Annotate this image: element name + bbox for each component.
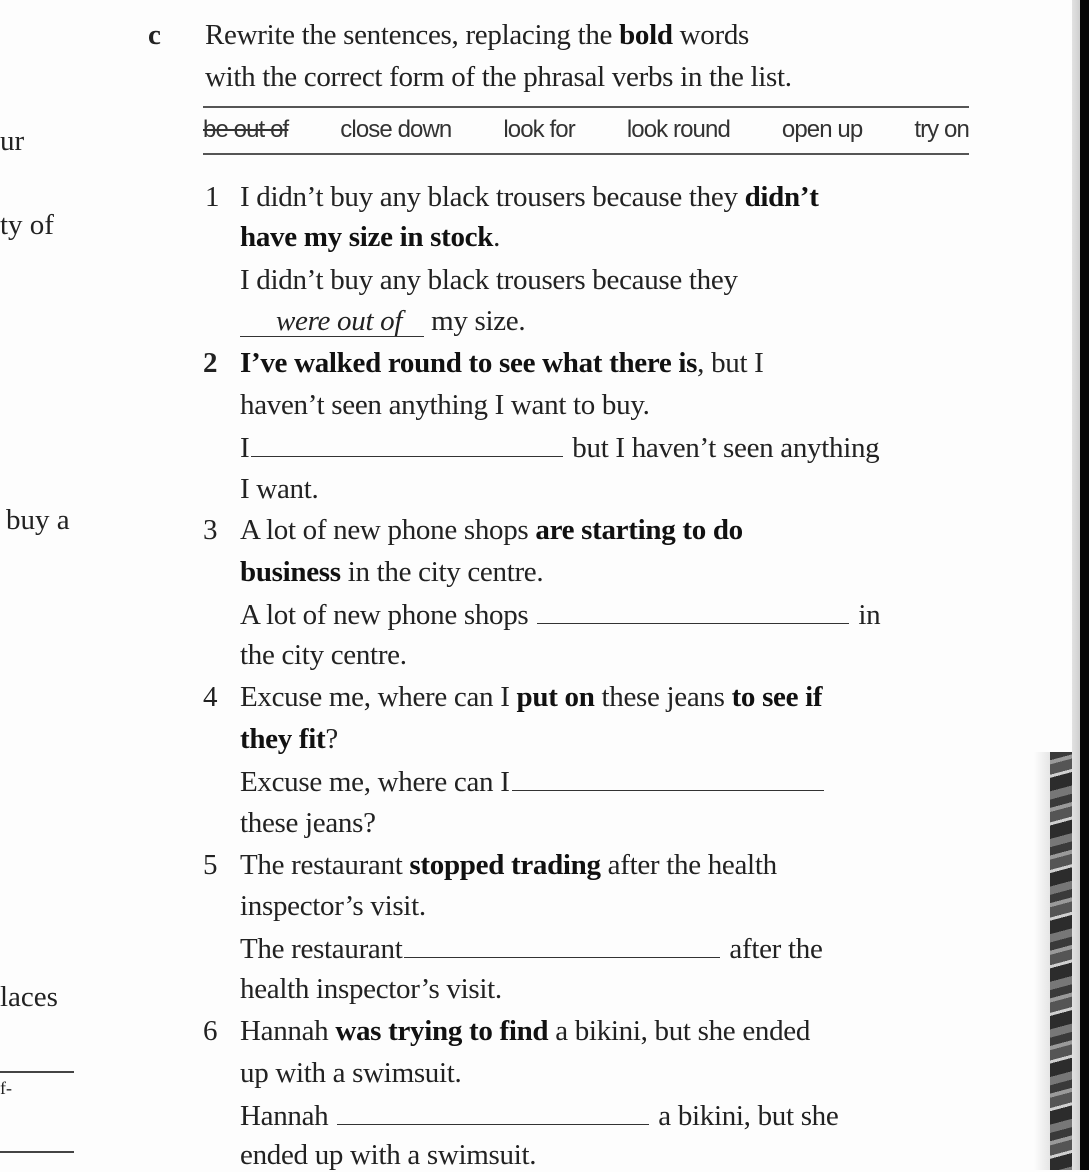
item-5-sentence-line-2: inspector’s visit. (240, 890, 426, 922)
item-number: 6 (203, 1015, 218, 1047)
item-3-sentence-line-1 (240, 513, 743, 547)
item-1-sentence-line-1 (240, 180, 819, 214)
screen-edge (1080, 0, 1089, 1170)
margin-blank-line (0, 1151, 74, 1153)
item-6-sentence-line-2: up with a swimsuit. (240, 1057, 462, 1089)
item-1-sentence-line-2 (240, 220, 500, 254)
sentence-text: The restaurant (240, 849, 410, 881)
sentence-text: after the health (600, 849, 777, 881)
bold-phrase: business (240, 556, 341, 588)
sentence-text: Excuse me, where can I (240, 681, 517, 713)
sentence-text: I didn’t buy any black trousers because they (240, 181, 745, 213)
sentence-text: after the (722, 933, 823, 965)
instruction-text: Rewrite the sentences, replacing the (205, 19, 620, 51)
item-1-rewrite-line-2 (240, 304, 525, 338)
phrase-box-top-rule (203, 106, 969, 108)
sentence-text: these jeans (594, 681, 732, 713)
item-3-rewrite-line-1 (240, 597, 880, 632)
item-5-rewrite-line-2: health inspector’s visit. (240, 973, 502, 1005)
bold-phrase: put on (516, 681, 595, 713)
item-number: 5 (203, 849, 218, 881)
sentence-text: but I haven’t seen anything (565, 432, 880, 464)
instruction-text: words (672, 19, 750, 51)
answer-blank[interactable] (337, 1098, 649, 1125)
sentence-text: my size. (424, 305, 526, 337)
phrasal-verb-item: open up (781, 116, 863, 143)
phrasal-verb-item: look for (503, 116, 575, 143)
sentence-text: ? (325, 723, 338, 755)
item-1-rewrite-line-1: I didn’t buy any black trousers because they (240, 264, 738, 296)
sentence-text: in the city centre. (340, 556, 544, 588)
sentence-text: in (851, 599, 881, 631)
margin-fragment: f- (0, 1078, 12, 1098)
item-number: 3 (203, 514, 218, 546)
instruction-line-2: with the correct form of the phrasal verbs in the list. (205, 61, 792, 93)
sentence-text: Hannah (240, 1100, 336, 1132)
instruction-bold-word: bold (619, 19, 673, 51)
sentence-text: a bikini, but she ended (548, 1015, 811, 1047)
sentence-text: Hannah (240, 1015, 336, 1047)
answer-blank[interactable] (404, 931, 720, 958)
item-number: 4 (203, 681, 218, 713)
exercise-letter: c (148, 19, 161, 51)
answer-blank-filled[interactable]: were out of (240, 306, 424, 337)
sentence-text: The restaurant (240, 933, 403, 965)
item-3-rewrite-line-2: the city centre. (240, 639, 407, 671)
phrasal-verb-item: look round (626, 116, 730, 143)
item-number: 2 (203, 347, 218, 379)
item-number: 1 (205, 181, 220, 213)
item-2-rewrite-line-1 (240, 430, 879, 465)
item-4-sentence-line-1 (240, 680, 822, 714)
sentence-text: Excuse me, where can I (240, 766, 510, 798)
item-4-sentence-line-2 (240, 722, 338, 756)
instruction-line-1 (205, 18, 749, 52)
answer-blank[interactable] (512, 764, 824, 791)
bold-phrase: was trying to find (335, 1015, 549, 1047)
phrasal-verb-item: try on (914, 116, 969, 143)
sentence-text: a bikini, but she (651, 1100, 839, 1132)
item-2-rewrite-line-2: I want. (240, 473, 319, 505)
sentence-text: . (493, 221, 501, 253)
book-photo-strip (1050, 752, 1072, 1170)
margin-fragment: ur (0, 125, 25, 157)
sentence-text: A lot of new phone shops (240, 514, 536, 546)
bold-phrase: are starting to do (535, 514, 743, 546)
item-6-sentence-line-1 (240, 1014, 810, 1048)
bold-phrase: they fit (240, 723, 326, 755)
phrasal-verb-list (203, 116, 969, 144)
bold-phrase: to see if (731, 681, 823, 713)
item-4-rewrite-line-1 (240, 764, 826, 799)
item-2-sentence-line-2: haven’t seen anything I want to buy. (240, 389, 650, 421)
answer-blank[interactable] (251, 430, 563, 457)
item-2-sentence-line-1 (240, 346, 764, 380)
item-5-rewrite-line-1 (240, 931, 823, 966)
answer-blank[interactable] (537, 597, 849, 624)
sentence-text: I (240, 432, 250, 464)
page-gutter (1072, 0, 1080, 1170)
sentence-text: A lot of new phone shops (240, 599, 536, 631)
margin-fragment: laces (0, 981, 58, 1013)
margin-fragment: buy a (6, 504, 70, 536)
bold-phrase: I’ve walked round to see what there is (240, 347, 698, 379)
bold-phrase: have my size in stock (240, 221, 494, 253)
item-5-sentence-line-1 (240, 848, 777, 882)
phrasal-verb-item: close down (340, 116, 452, 143)
item-3-sentence-line-2 (240, 555, 543, 589)
margin-fragment: ty of (0, 209, 54, 241)
item-4-rewrite-line-2: these jeans? (240, 807, 376, 839)
bold-phrase: didn’t (744, 181, 819, 213)
margin-blank-line (0, 1071, 74, 1073)
bold-phrase: stopped trading (409, 849, 601, 881)
phrase-box-bottom-rule (203, 153, 969, 155)
item-6-rewrite-line-2: ended up with a swimsuit. (240, 1139, 537, 1171)
sentence-text: , but I (697, 347, 764, 379)
item-6-rewrite-line-1 (240, 1098, 838, 1133)
phrasal-verb-item: be out of (203, 116, 289, 143)
